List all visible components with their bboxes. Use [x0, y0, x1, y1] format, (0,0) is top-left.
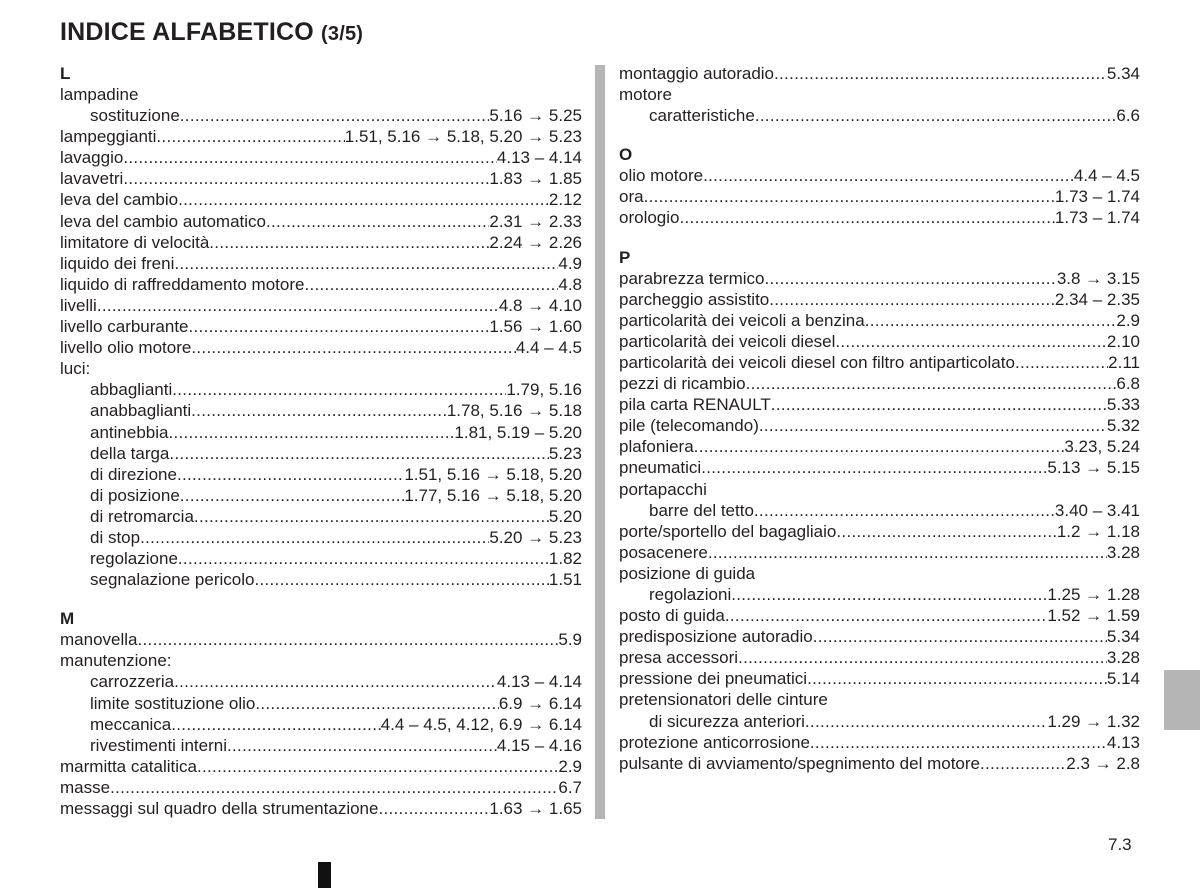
index-entry — [619, 668, 1140, 689]
entry-label: sostituzione — [90, 106, 180, 126]
crop-mark — [318, 862, 331, 888]
page-title — [60, 18, 363, 47]
entry-label: leva del cambio — [60, 190, 179, 210]
entry-page: 4.4 – 4.5, 4.12, 6.9 → 6.14 — [380, 714, 582, 734]
entry-label: rivestimenti interni — [90, 735, 227, 755]
entry-label: posizione di guida — [619, 563, 756, 583]
entry-label: olio motore — [619, 166, 704, 186]
leader-dots — [138, 629, 559, 650]
index-entry — [60, 735, 582, 756]
entry-page: 4.13 — [1106, 732, 1140, 752]
entry-label: pila carta RENAULT — [619, 395, 771, 415]
entry-label: limitatore di velocità — [60, 232, 210, 252]
entry-page: 1.51 — [548, 570, 582, 590]
index-entry — [60, 527, 582, 548]
leader-dots — [189, 316, 490, 337]
index-entry — [60, 464, 582, 485]
index-entry — [619, 626, 1140, 647]
page-number: 7.3 — [1108, 835, 1132, 854]
entry-label: predisposizione autoradio — [619, 627, 813, 647]
entry-label: pressione dei pneumatici — [619, 669, 808, 689]
entry-label: lampadine — [60, 85, 139, 104]
index-entry — [60, 84, 582, 105]
index-entry — [619, 436, 1140, 457]
section-letter-o: O — [619, 145, 633, 165]
entry-label: posacenere — [619, 542, 708, 562]
entry-label: pneumatici — [619, 458, 702, 478]
entry-page: 5.20 — [548, 506, 582, 526]
entry-label: lavaggio — [60, 148, 124, 168]
index-entry — [619, 605, 1140, 626]
index-entry — [619, 711, 1140, 732]
index-entry — [619, 394, 1140, 415]
entry-page: 3.28 — [1106, 542, 1140, 562]
entry-page: 3.28 — [1106, 648, 1140, 668]
leader-dots — [746, 373, 1117, 394]
entry-page: 6.7 — [558, 777, 582, 797]
index-entry — [60, 548, 582, 569]
leader-dots — [769, 289, 1055, 310]
leader-dots — [694, 436, 1065, 457]
leader-dots — [266, 211, 489, 232]
entry-label: pretensionatori delle cinture — [619, 690, 828, 710]
index-entry — [619, 105, 1140, 126]
entry-label: manovella — [60, 630, 138, 650]
leader-dots — [169, 443, 549, 464]
index-entry — [60, 232, 582, 253]
index-entry — [619, 289, 1140, 310]
index-entry — [60, 105, 582, 126]
entry-page: 3.40 – 3.41 — [1054, 500, 1140, 520]
index-entry — [619, 521, 1140, 542]
entry-label: di stop — [90, 527, 141, 547]
index-entry — [60, 650, 582, 671]
section-letter-m: M — [60, 609, 75, 629]
entry-label: liquido di raffreddamento motore — [60, 274, 305, 294]
entry-page: 2.9 — [1116, 310, 1140, 330]
leader-dots — [180, 485, 405, 506]
index-entry — [60, 253, 582, 274]
index-entry — [619, 84, 1140, 105]
index-entry — [60, 569, 582, 590]
index-entry — [619, 165, 1140, 186]
index-entry — [619, 479, 1140, 500]
leader-dots — [174, 253, 558, 274]
index-entry — [60, 379, 582, 400]
leader-dots — [759, 415, 1107, 436]
index-entry — [60, 756, 582, 777]
entry-label: particolarità dei veicoli diesel — [619, 331, 836, 351]
index-entry — [619, 584, 1140, 605]
entry-label: regolazioni — [649, 584, 732, 604]
index-entry — [619, 563, 1140, 584]
index-entry — [619, 63, 1140, 84]
entry-page: 2.11 — [1108, 352, 1140, 372]
entry-label: motore — [619, 85, 672, 105]
section-gap — [60, 590, 582, 608]
leader-dots — [180, 105, 490, 126]
entry-page: 5.32 — [1106, 416, 1140, 436]
entry-page: 2.3 → 2.8 — [1066, 753, 1140, 773]
leader-dots — [836, 521, 1056, 542]
entry-page: 1.73 – 1.74 — [1054, 208, 1140, 228]
entry-page: 1.78, 5.16 → 5.18 — [446, 401, 582, 421]
entry-label: di direzione — [90, 464, 177, 484]
entry-label: di sicurezza anteriori — [649, 711, 805, 731]
entry-page: 1.63 → 1.65 — [489, 799, 582, 818]
entry-label: messaggi sul quadro della strumentazione — [60, 799, 379, 818]
entry-page: 5.14 — [1106, 669, 1140, 689]
entry-page: 1.51, 5.16 → 5.18, 5.20 — [404, 464, 582, 484]
leader-dots — [738, 647, 1107, 668]
entry-page: 1.25 → 1.28 — [1047, 584, 1140, 604]
leader-dots — [774, 63, 1107, 84]
index-entry — [60, 126, 582, 147]
entry-page: 2.24 → 2.26 — [489, 232, 582, 252]
leader-dots — [731, 584, 1047, 605]
entry-label: plafoniera — [619, 437, 694, 457]
index-entry — [619, 268, 1140, 289]
index-entry — [60, 295, 582, 316]
entry-label: montaggio autoradio — [619, 64, 775, 83]
entry-page: 1.82 — [548, 549, 582, 569]
index-entry — [60, 316, 582, 337]
entry-page: 1.83 → 1.85 — [489, 169, 582, 189]
leader-dots — [755, 105, 1117, 126]
entry-label: lampeggianti — [60, 127, 157, 147]
index-entry — [60, 337, 582, 358]
entry-label: parabrezza termico — [619, 268, 765, 288]
leader-dots — [644, 186, 1055, 207]
section-gap — [619, 229, 1140, 247]
index-entry — [60, 147, 582, 168]
entry-page: 1.56 → 1.60 — [489, 317, 582, 337]
section-gap — [619, 126, 1140, 144]
entry-page: 4.8 → 4.10 — [498, 295, 582, 315]
leader-dots — [254, 569, 548, 590]
index-entry — [619, 207, 1140, 228]
entry-label: carrozzeria — [90, 672, 175, 692]
index-entry — [60, 274, 582, 295]
entry-label: abbaglianti — [90, 380, 173, 400]
leader-dots — [771, 394, 1107, 415]
title-text: INDICE ALFABETICO — [60, 18, 314, 46]
leader-dots — [835, 331, 1107, 352]
entry-label: meccanica — [90, 714, 172, 734]
entry-page: 4.4 – 4.5 — [1073, 166, 1140, 186]
entry-page: 4.15 – 4.16 — [496, 735, 582, 755]
entry-page: 4.9 — [558, 253, 582, 273]
index-entry — [60, 693, 582, 714]
leader-dots — [140, 527, 489, 548]
entry-label: limite sostituzione olio — [90, 693, 256, 713]
index-entry — [619, 457, 1140, 478]
entry-label: leva del cambio automatico — [60, 211, 267, 231]
index-entry — [60, 443, 582, 464]
entry-label: protezione anticorrosione — [619, 732, 810, 752]
leader-dots — [171, 714, 380, 735]
entry-label: anabbaglianti — [90, 401, 192, 421]
leader-dots — [805, 711, 1047, 732]
leader-dots — [754, 500, 1055, 521]
entry-page: 6.8 — [1116, 374, 1140, 394]
chapter-tab — [1164, 670, 1200, 730]
index-column-right — [619, 63, 1140, 774]
entry-page: 5.20 → 5.23 — [489, 527, 582, 547]
entry-label: pile (telecomando) — [619, 416, 759, 436]
entry-label: ora — [619, 187, 644, 207]
leader-dots — [227, 735, 497, 756]
index-entry — [60, 714, 582, 735]
leader-dots — [191, 400, 447, 421]
entry-label: livello olio motore — [60, 338, 192, 358]
entry-page: 1.29 → 1.32 — [1047, 711, 1140, 731]
index-entry — [619, 415, 1140, 436]
index-entry — [619, 500, 1140, 521]
entry-page: 5.13 → 5.15 — [1047, 458, 1140, 478]
index-entry — [60, 777, 582, 798]
entry-label: particolarità dei veicoli a benzina — [619, 310, 865, 330]
index-entry — [619, 647, 1140, 668]
entry-page: 5.16 → 5.25 — [489, 106, 582, 126]
entry-page: 1.79, 5.16 — [506, 380, 582, 400]
leader-dots — [255, 693, 498, 714]
entry-label: pezzi di ricambio — [619, 374, 746, 394]
index-entry — [619, 732, 1140, 753]
index-column-left — [60, 63, 582, 819]
entry-label: di posizione — [90, 485, 180, 505]
leader-dots — [97, 295, 499, 316]
entry-page: 1.51, 5.16 → 5.18, 5.20 → 5.23 — [344, 127, 582, 147]
entry-label: regolazione — [90, 549, 178, 569]
entry-page: 1.2 → 1.18 — [1056, 521, 1140, 541]
leader-dots — [110, 777, 558, 798]
leader-dots — [708, 542, 1107, 563]
leader-dots — [813, 626, 1107, 647]
entry-label: antinebbia — [90, 422, 169, 442]
leader-dots — [980, 753, 1066, 774]
column-divider — [595, 65, 605, 819]
entry-page: 6.9 → 6.14 — [498, 693, 582, 713]
entry-page: 4.4 – 4.5 — [515, 338, 582, 358]
leader-dots — [725, 605, 1048, 626]
section-letter-l: L — [60, 64, 71, 83]
entry-label: caratteristiche — [649, 106, 755, 126]
entry-page: 2.31 → 2.33 — [489, 211, 582, 231]
entry-label: masse — [60, 777, 111, 797]
entry-label: posto di guida — [619, 606, 725, 626]
entry-label: manutenzione: — [60, 651, 172, 671]
index-entry — [60, 211, 582, 232]
index-entry — [60, 485, 582, 506]
entry-page: 2.9 — [558, 756, 582, 776]
entry-label: di retromarcia — [90, 506, 194, 526]
entry-page: 4.13 – 4.14 — [496, 148, 582, 168]
entry-page: 5.33 — [1106, 395, 1140, 415]
entry-label: portapacchi — [619, 479, 707, 499]
title-part: (3/5) — [321, 23, 364, 45]
entry-label: liquido dei freni — [60, 253, 175, 273]
entry-page: 5.34 — [1106, 64, 1140, 83]
index-entry — [619, 186, 1140, 207]
section-letter-p: P — [619, 247, 631, 267]
entry-page: 2.34 – 2.35 — [1054, 289, 1140, 309]
entry-label: livello carburante — [60, 317, 189, 337]
entry-page: 5.34 — [1106, 627, 1140, 647]
entry-label: lavavetri — [60, 169, 124, 189]
entry-page: 2.12 — [548, 190, 582, 210]
leader-dots — [807, 668, 1107, 689]
leader-dots — [191, 337, 515, 358]
index-entry — [619, 753, 1140, 774]
entry-page: 5.23 — [548, 443, 582, 463]
index-entry — [619, 373, 1140, 394]
leader-dots — [680, 207, 1055, 228]
entry-page: 3.23, 5.24 — [1064, 437, 1140, 457]
index-entry — [60, 422, 582, 443]
entry-page: 1.52 → 1.59 — [1047, 606, 1140, 626]
entry-page: 3.8 → 3.15 — [1056, 268, 1140, 288]
entry-label: della targa — [90, 443, 170, 463]
entry-page: 1.81, 5.19 – 5.20 — [454, 422, 582, 442]
leader-dots — [304, 274, 558, 295]
entry-page: 1.73 – 1.74 — [1054, 187, 1140, 207]
entry-label: segnalazione pericolo — [90, 570, 255, 590]
index-entry — [619, 331, 1140, 352]
entry-page: 4.13 – 4.14 — [496, 672, 582, 692]
leader-dots — [156, 126, 344, 147]
entry-label: luci: — [60, 359, 91, 379]
leader-dots — [378, 798, 489, 819]
leader-dots — [703, 165, 1074, 186]
entry-page: 4.8 — [558, 274, 582, 294]
index-entry — [60, 798, 582, 819]
entry-label: particolarità dei veicoli diesel con filtro antiparticolato — [619, 352, 1015, 372]
entry-label: orologio — [619, 208, 680, 228]
index-entry — [60, 629, 582, 650]
index-entry — [60, 168, 582, 189]
leader-dots — [197, 756, 558, 777]
leader-dots — [865, 310, 1117, 331]
index-entry — [619, 310, 1140, 331]
entry-page: 5.9 — [558, 630, 582, 650]
leader-dots — [209, 232, 489, 253]
index-entry — [60, 506, 582, 527]
leader-dots — [123, 147, 497, 168]
entry-page: 2.10 — [1106, 331, 1140, 351]
index-entry — [619, 542, 1140, 563]
entry-page: 6.6 — [1116, 106, 1140, 126]
leader-dots — [810, 732, 1107, 753]
index-entry — [60, 400, 582, 421]
entry-label: porte/sportello del bagagliaio — [619, 521, 837, 541]
leader-dots — [168, 422, 454, 443]
leader-dots — [174, 671, 497, 692]
index-entry — [60, 671, 582, 692]
leader-dots — [177, 464, 404, 485]
leader-dots — [178, 548, 549, 569]
entry-page: 1.77, 5.16 → 5.18, 5.20 — [404, 485, 582, 505]
leader-dots — [1015, 352, 1108, 373]
leader-dots — [194, 506, 549, 527]
leader-dots — [701, 457, 1047, 478]
index-entry — [619, 352, 1140, 373]
entry-label: pulsante di avviamento/spegnimento del motore — [619, 753, 980, 773]
leader-dots — [178, 189, 549, 210]
entry-label: barre del tetto — [649, 500, 754, 520]
entry-label: marmitta catalitica — [60, 756, 197, 776]
entry-label: presa accessori — [619, 648, 739, 668]
index-entry — [619, 689, 1140, 710]
leader-dots — [765, 268, 1057, 289]
entry-label: livelli — [60, 295, 97, 315]
index-entry — [60, 358, 582, 379]
leader-dots — [172, 379, 506, 400]
index-entry — [60, 189, 582, 210]
entry-label: parcheggio assistito — [619, 289, 770, 309]
leader-dots — [123, 168, 489, 189]
